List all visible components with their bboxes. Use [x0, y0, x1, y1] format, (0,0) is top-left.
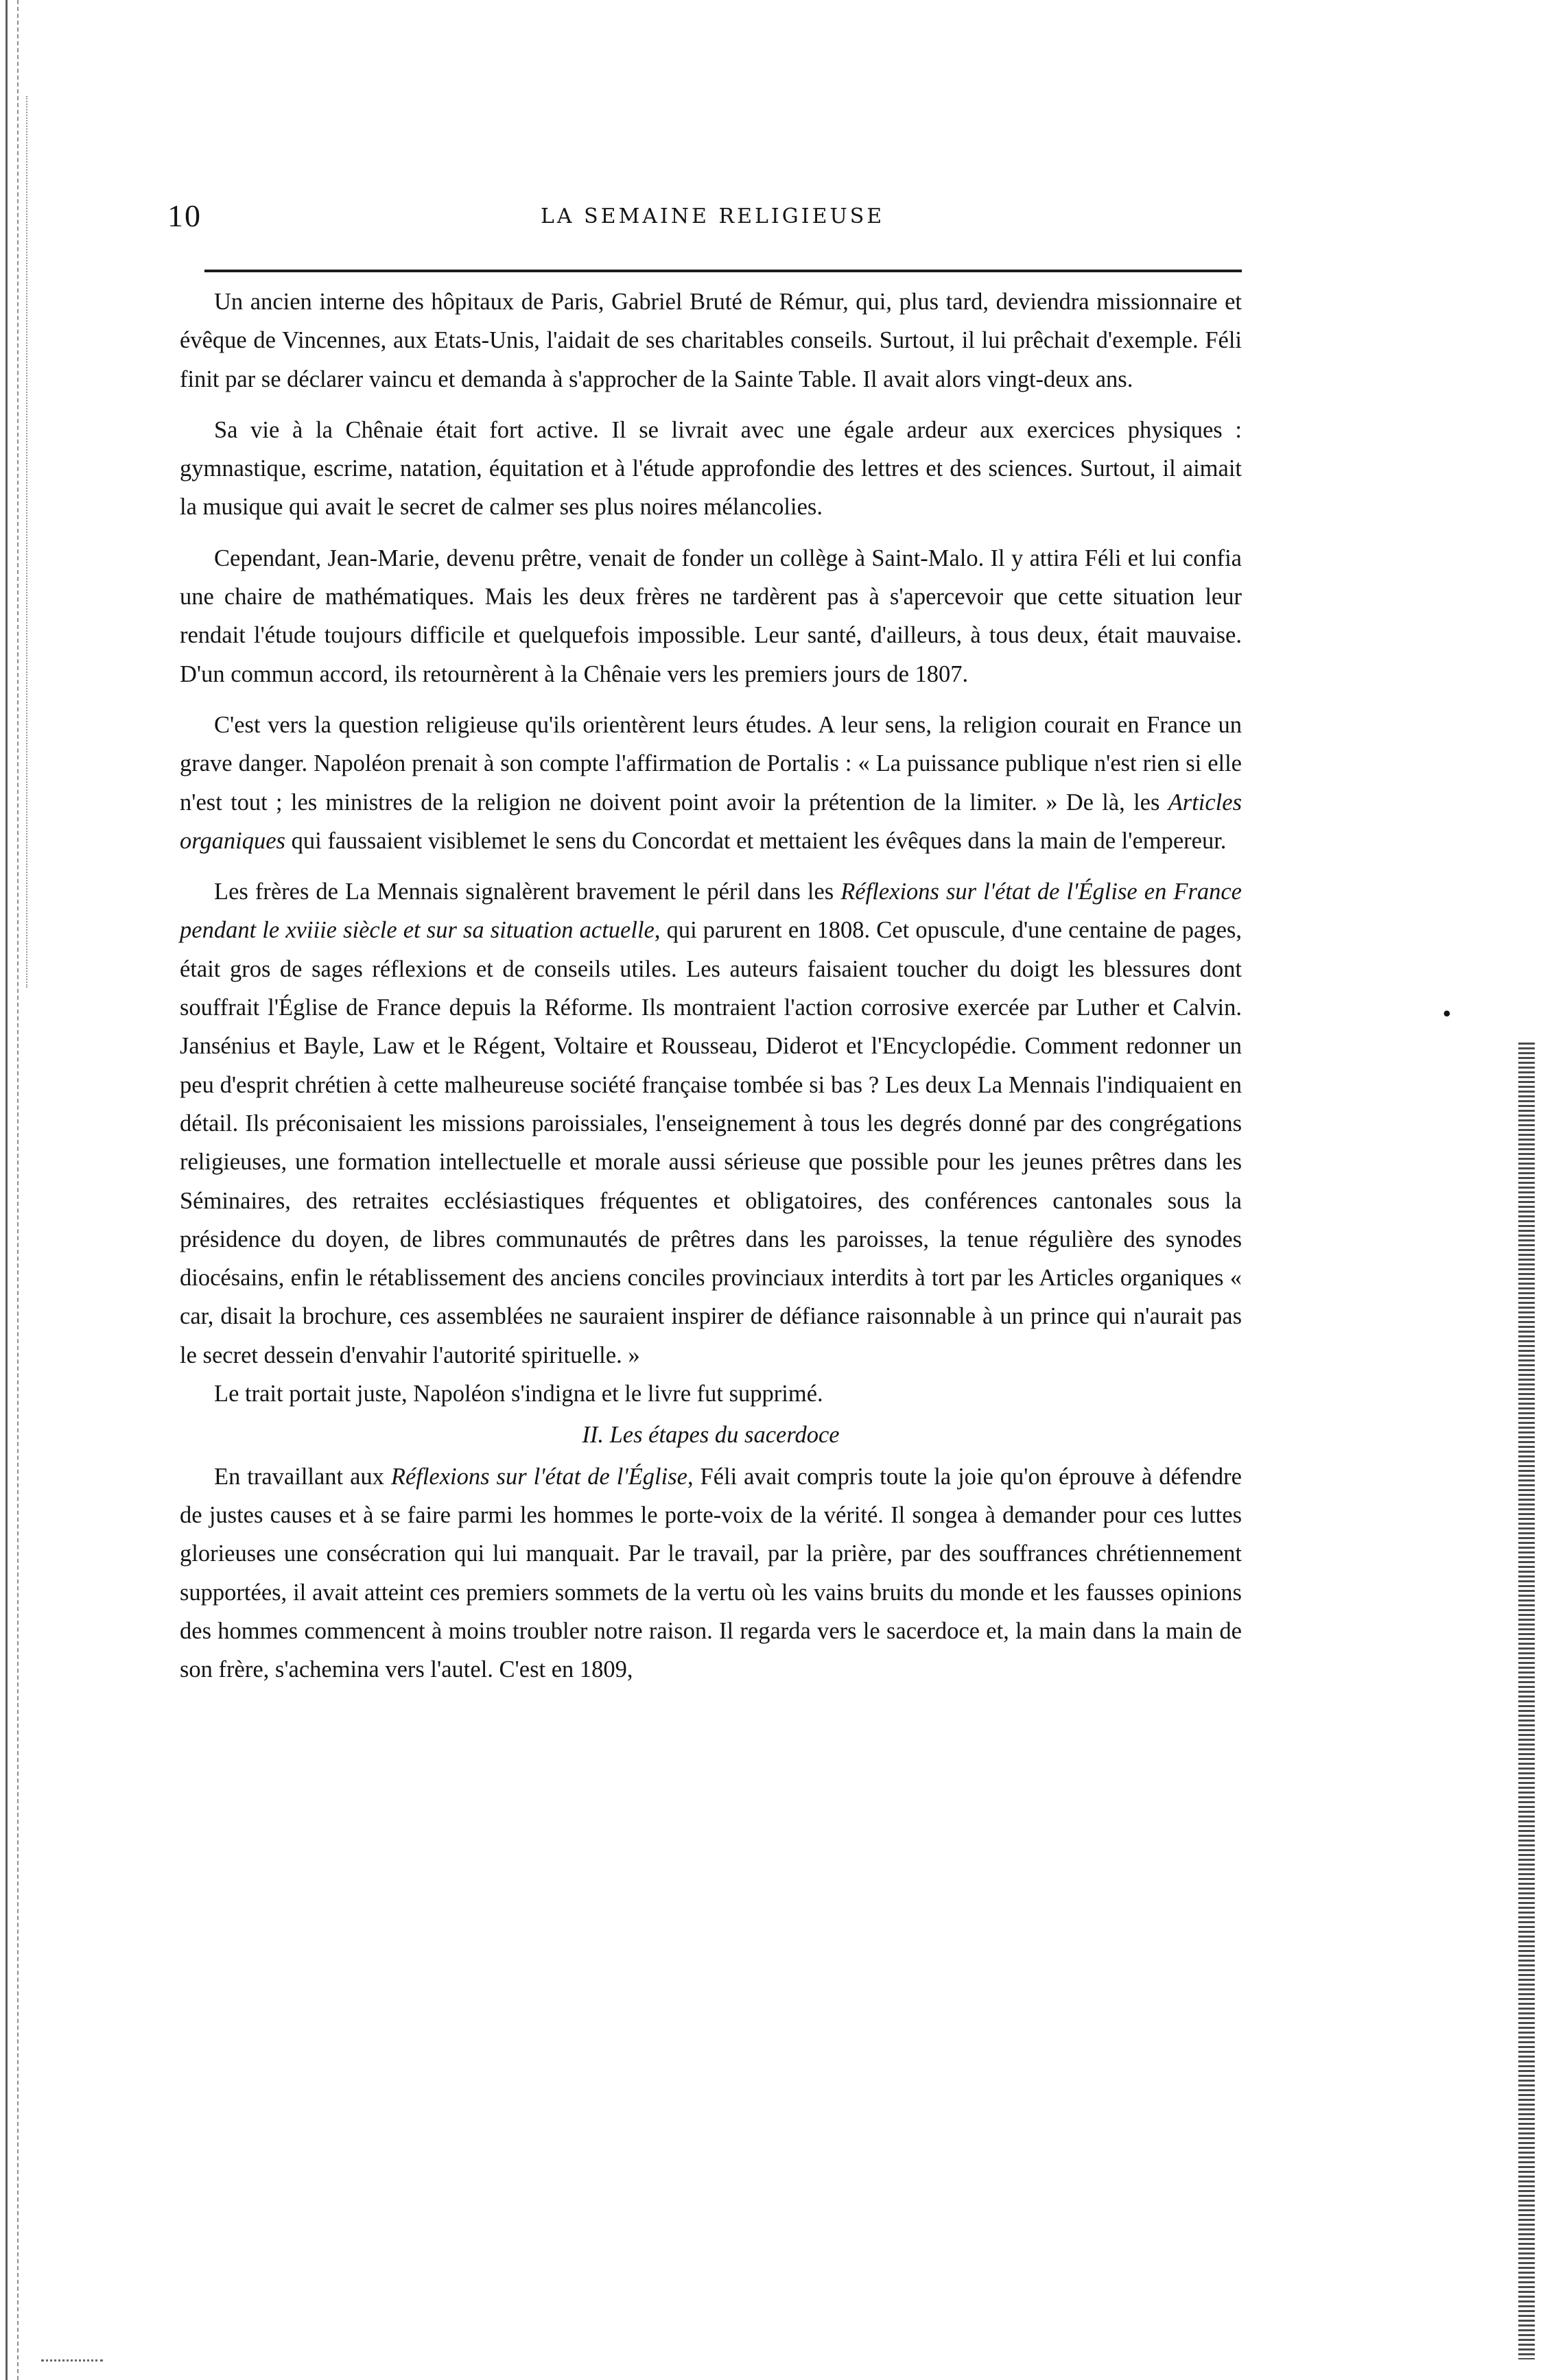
paragraph: [180, 411, 1242, 527]
text-run: C'est vers la question religieuse qu'ils orientèrent leurs études. A leur sens, la religion courait en France un grave danger. Napoléon prenait à son compte l'affirmation de Portalis : « La puissance publique n'est rien si elle n'est tout ; les ministres de la religion ne doivent point avoir la prétention de la limiter. » De là, les: [180, 711, 1242, 816]
header-rule: [204, 270, 1242, 272]
scan-edge-right: [1518, 1043, 1535, 2359]
scan-bottom-mark: [41, 2359, 103, 2361]
paragraph-final: [180, 1457, 1242, 1689]
page-header: [167, 198, 1251, 239]
text-run: , qui parurent en 1808. Cet opuscule, d'une centaine de pages, était gros de sages réflexions et de conseils utiles. Les auteurs faisaient toucher du doigt les blessures dont souffrait l'Église de France depuis la Réforme. Ils montraient l'action corrosive exercée par Luther et Calvin. Jansénius et Bayle, Law et le Régent, Voltaire et Rousseau, Diderot et l'Encyclopédie. Comment redonner un peu d'esprit chrétien à cette malheureuse société française tombée si bas ? Les deux La Mennais l'indiquaient en détail. Ils préconisaient les missions paroissiales, l'enseignement à tous les degrés donné par des congrégations religieuses, une formation intellectuelle et morale aussi sérieuse que possible pour les jeunes prêtres dans les Séminaires, des retraites ecclésiastiques fréquentes et obligatoires, des conférences cantonales sous la présidence du doyen, de libres communautés de prêtres dans les paroisses, la tenue régulière des synodes diocésains, enfin le rétablissement des anciens conciles provinciaux interdits à tort par les Articles organiques « car, disait la brochure, ces assemblées ne sauraient inspirer de défiance raisonnable à un prince qui n'aurait pas le secret dessein d'envahir l'autorité spirituelle. »: [180, 917, 1242, 1368]
paragraph: [180, 872, 1242, 1375]
text-run: , Féli avait compris toute la joie qu'on éprouve à défendre de justes causes et à se faire parmi les hommes le porte-voix de la vérité. Il songea à demander pour ces luttes glorieuses une consécration qui lui manquait. Par le travail, par la prière, par des souffrances chrétiennement supportées, il avait atteint ces premiers sommets de la vertu où les vains bruits du monde et les fausses opinions des hommes commencent à moins troubler notre raison. Il regarda vers le sacerdoce et, la main dans la main de son frère, s'achemina vers l'autel. C'est en 1809,: [180, 1463, 1242, 1683]
text-run: Sa vie à la Chênaie était fort active. Il se livrait avec une égale ardeur aux exercices physiques : gymnastique, escrime, natation, équitation et à l'étude approfondie des lettres et des sciences. Surtout, il aimait la musique qui avait le secret de calmer ses plus noires mélancolies.: [180, 416, 1242, 521]
text-run: Cependant, Jean-Marie, devenu prêtre, venait de fonder un collège à Saint-Malo. Il y attira Féli et lui confia une chaire de mathématiques. Mais les deux frères ne tardèrent pas à s'apercevoir que cette situation leur rendait l'étude toujours difficile et quelquefois impossible. Leur santé, d'ailleurs, à tous deux, était mauvaise. D'un commun accord, ils retournèrent à la Chênaie vers les premiers jours de 1807.: [180, 545, 1242, 687]
text-run: Les frères de La Mennais signalèrent bravement le péril dans les: [214, 879, 841, 905]
paragraph: [180, 706, 1242, 860]
running-title: LA SEMAINE RELIGIEUSE: [541, 204, 885, 228]
text-run: qui faussaient visiblemet le sens du Concordat et mettaient les évêques dans la main de l'empereur.: [285, 827, 1227, 854]
paragraph: [180, 539, 1242, 693]
scan-edge-left: [5, 0, 19, 2380]
italic-title: Réflexions sur l'état de l'Église en France pendant le xviiie siècle et sur sa situation actuelle: [180, 879, 1242, 944]
text-run: Un ancien interne des hôpitaux de Paris, Gabriel Bruté de Rémur, qui, plus tard, deviendra missionnaire et évêque de Vincennes, aux Etats-Unis, l'aidait de ses charitables conseils. Surtout, il lui prêchait d'exemple. Féli finit par se déclarer vaincu et demanda à s'approcher de la Sainte Table. Il avait alors vingt-deux ans.: [180, 289, 1242, 392]
article-body: [180, 283, 1242, 1689]
paragraph: [180, 283, 1242, 398]
page-number: 10: [167, 198, 202, 233]
margin-mark: •: [1441, 1003, 1453, 1027]
italic-title: Réflexions sur l'état de l'Église: [390, 1463, 687, 1490]
scan-edge-left-dots: [26, 96, 27, 988]
italic-title: Articles organiques: [180, 789, 1242, 854]
paragraph: [180, 1375, 1242, 1413]
text-run: En travaillant aux: [214, 1463, 391, 1490]
text-run: Le trait portait juste, Napoléon s'indigna et le livre fut supprimé.: [214, 1381, 823, 1407]
section-heading: II. Les étapes du sacerdoce: [582, 1422, 840, 1449]
